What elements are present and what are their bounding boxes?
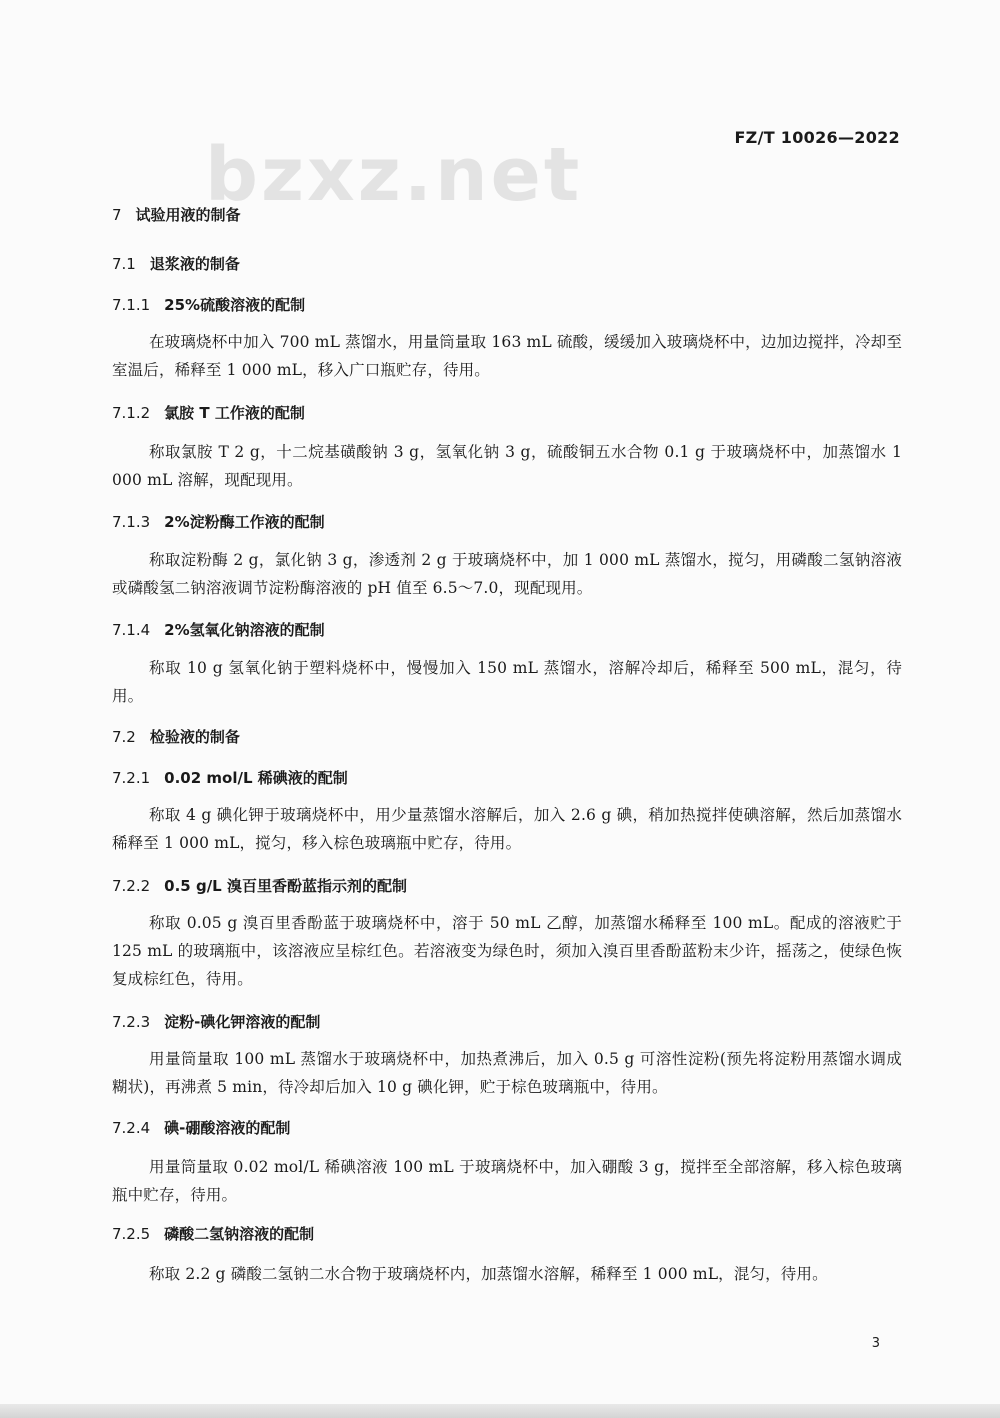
section-number: 7.1.3	[112, 513, 151, 531]
section-heading-7-2-1	[112, 767, 348, 788]
section-heading-7-2-3	[112, 1011, 320, 1032]
section-title: 碘-硼酸溶液的配制	[164, 1119, 291, 1137]
section-body-7-1-1: 在玻璃烧杯中加入 700 mL 蒸馏水，用量筒量取 163 mL 硫酸，缓缓加入玻璃烧杯中，边加边搅拌，冷却至室温后，稀释至 1 000 mL，移入广口瓶贮存，待用。	[112, 333, 902, 379]
section-heading-7-1-1	[112, 294, 305, 315]
section-heading-7-1-3	[112, 511, 325, 532]
section-title: 2%淀粉酶工作液的配制	[164, 513, 325, 531]
page-number: 3	[871, 1336, 880, 1351]
section-heading-7	[112, 204, 241, 225]
section-body-7-2-5: 称取 2.2 g 磷酸二氢钠二水合物于玻璃烧杯内，加蒸馏水溶解，稀释至 1 000 mL，混匀，待用。	[149, 1265, 828, 1283]
section-body-7-2-2: 称取 0.05 g 溴百里香酚蓝于玻璃烧杯中，溶于 50 mL 乙醇，加蒸馏水稀释至 100 mL。配成的溶液贮于 125 mL 的玻璃瓶中，该溶液应呈棕红色。若溶液变为绿色时，须加入溴百里香酚蓝粉末少许，摇荡之，使绿色恢复成棕红色，待用。	[112, 914, 902, 988]
section-title: 试验用液的制备	[135, 206, 241, 224]
section-heading-7-1	[112, 253, 240, 274]
section-number: 7.2.3	[112, 1013, 151, 1031]
section-heading-7-2-4	[112, 1117, 290, 1138]
section-body-7-2-3: 用量筒量取 100 mL 蒸馏水于玻璃烧杯中，加热煮沸后，加入 0.5 g 可溶性淀粉(预先将淀粉用蒸馏水调成糊状)，再沸煮 5 min，待冷却后加入 10 g 碘化钾，贮于棕色玻璃瓶中，待用。	[112, 1050, 902, 1096]
section-body-7-1-4: 称取 10 g 氢氧化钠于塑料烧杯中，慢慢加入 150 mL 蒸馏水，溶解冷却后，稀释至 500 mL，混匀，待用。	[112, 659, 902, 705]
section-body-7-2-1: 称取 4 g 碘化钾于玻璃烧杯中，用少量蒸馏水溶解后，加入 2.6 g 碘，稍加热搅拌使碘溶解，然后加蒸馏水稀释至 1 000 mL，搅匀，移入棕色玻璃瓶中贮存，待用。	[112, 806, 902, 852]
section-number: 7.2.1	[112, 769, 151, 787]
section-heading-7-2	[112, 726, 240, 747]
section-body-7-1-2: 称取氯胺 T 2 g，十二烷基磺酸钠 3 g，氢氧化钠 3 g，硫酸铜五水合物 0.1 g 于玻璃烧杯中，加蒸馏水 1 000 mL 溶解，现配现用。	[112, 443, 902, 489]
section-number: 7.1.1	[112, 296, 151, 314]
section-title: 检验液的制备	[149, 728, 240, 746]
section-number: 7.2.2	[112, 877, 151, 895]
section-heading-7-2-2	[112, 875, 407, 896]
section-title: 25%硫酸溶液的配制	[164, 296, 306, 314]
section-number: 7.1.2	[112, 404, 151, 422]
section-number: 7	[112, 206, 122, 224]
section-heading-7-1-4	[112, 619, 325, 640]
section-title: 退浆液的制备	[149, 255, 240, 273]
watermark: bzxz.net	[205, 132, 583, 218]
section-title: 0.02 mol/L 稀碘液的配制	[164, 769, 348, 787]
standard-code: FZ/T 10026—2022	[734, 128, 900, 147]
section-body-7-2-4: 用量筒量取 0.02 mol/L 稀碘溶液 100 mL 于玻璃烧杯中，加入硼酸 3 g，搅拌至全部溶解，移入棕色玻璃瓶中贮存，待用。	[112, 1158, 902, 1204]
section-heading-7-2-5	[112, 1223, 314, 1244]
section-body-7-1-3: 称取淀粉酶 2 g，氯化钠 3 g，渗透剂 2 g 于玻璃烧杯中，加 1 000 mL 蒸馏水，搅匀，用磷酸二氢钠溶液或磷酸氢二钠溶液调节淀粉酶溶液的 pH 值至 6.5～7.0，现配现用。	[112, 551, 902, 597]
section-number: 7.2	[112, 728, 136, 746]
section-title: 淀粉-碘化钾溶液的配制	[164, 1013, 321, 1031]
section-number: 7.1	[112, 255, 136, 273]
page-bottom-edge	[0, 1404, 1000, 1418]
section-title: 2%氢氧化钠溶液的配制	[164, 621, 325, 639]
section-title: 0.5 g/L 溴百里香酚蓝指示剂的配制	[164, 877, 407, 895]
section-title: 氯胺 T 工作液的配制	[164, 404, 305, 422]
section-number: 7.2.4	[112, 1119, 151, 1137]
section-title: 磷酸二氢钠溶液的配制	[164, 1225, 315, 1243]
section-heading-7-1-2	[112, 402, 305, 423]
section-number: 7.1.4	[112, 621, 151, 639]
section-number: 7.2.5	[112, 1225, 151, 1243]
